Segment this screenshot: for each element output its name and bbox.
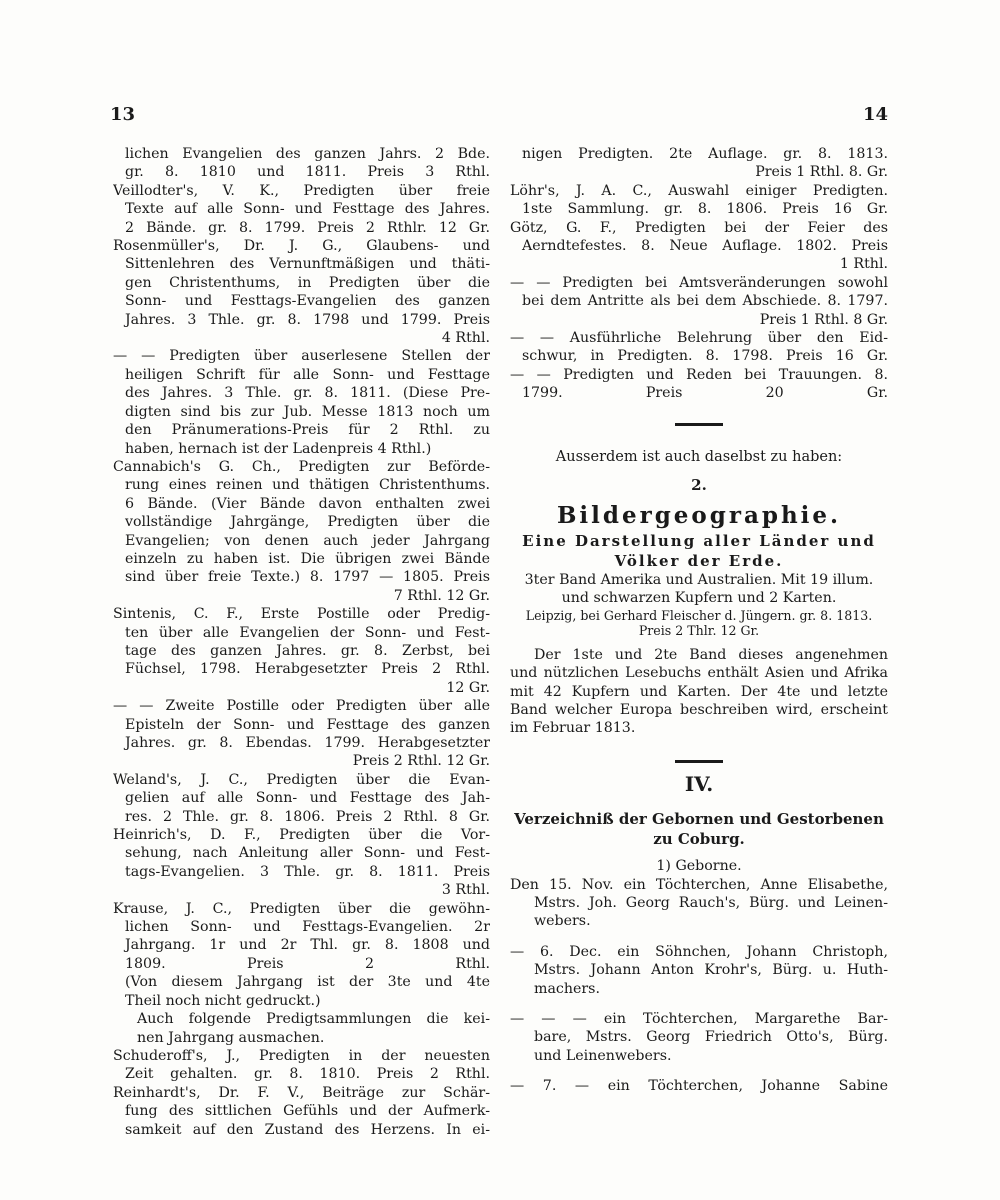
text-line: 4 Rthl. (441, 330, 490, 347)
text-line: Theil noch nicht gedruckt.) (125, 992, 321, 1009)
text-line: den Pränumerations-Preis für 2 Rthl. zu (125, 422, 490, 439)
text-line: Texte auf alle Sonn- und Festtage des Jahres. (125, 201, 490, 218)
text-line: Schuderoff's, J., Predigten in der neuesten (113, 1047, 490, 1064)
text-line: 7 Rthl. 12 Gr. (393, 587, 490, 604)
text-line: 1799. Preis 20 Gr. (522, 385, 888, 402)
description-line: Band welcher Europa beschreiben wird, erscheint (510, 701, 888, 718)
text-line: Reinhardt's, Dr. F. V., Beiträge zur Schär- (113, 1084, 490, 1101)
book-title: Bildergeographie. (556, 501, 842, 529)
text-line: 1 Rthl. (839, 256, 888, 273)
text-line: — — Predigten über auserlesene Stellen der (113, 348, 490, 365)
birth-entry-line: machers. (534, 980, 600, 997)
text-line: Cannabich's G. Ch., Predigten zur Beförde- (113, 458, 490, 475)
text-line: haben, hernach ist der Ladenpreis 4 Rthl.) (125, 440, 432, 457)
text-line: Veillodter's, V. K., Predigten über freie (113, 182, 490, 199)
text-line: schwur, in Predigten. 8. 1798. Preis 16 Gr. (522, 348, 888, 365)
birth-entry-line: Mstrs. Joh. Georg Rauch's, Bürg. und Leinen- (534, 894, 888, 911)
page-number-left: 13 (110, 104, 136, 125)
text-line: Sintenis, C. F., Erste Postille oder Predig- (113, 606, 490, 623)
text-line: nigen Predigten. 2te Auflage. gr. 8. 1813. (522, 146, 888, 162)
text-line: Jahres. 3 Thle. gr. 8. 1798 und 1799. Preis (125, 311, 490, 328)
book-detail-1: 3ter Band Amerika und Australien. Mit 19 illum. (524, 571, 874, 588)
text-line: (Von diesem Jahrgang ist der 3te und 4te (125, 974, 490, 991)
birth-entry-line: — 6. Dec. ein Söhnchen, Johann Christoph, (510, 943, 888, 960)
description-line: mit 42 Kupfern und Karten. Der 4te und letzte (510, 683, 888, 700)
book-subtitle-2: Völker der Erde. (614, 551, 784, 570)
text-line: ten über alle Evangelien der Sonn- und Fest- (125, 624, 490, 641)
text-line: 2 Bände. gr. 8. 1799. Preis 2 Rthlr. 12 Gr. (125, 219, 490, 236)
text-line: vollständige Jahrgänge, Predigten über die (125, 514, 490, 531)
text-line: 12 Gr. (446, 679, 490, 696)
text-line: Krause, J. C., Predigten über die gewöhn- (113, 900, 490, 917)
text-line: Preis 1 Rthl. 8 Gr. (759, 311, 888, 328)
birth-entry-line: — — — ein Töchterchen, Margarethe Bar- (510, 1011, 888, 1027)
right-column-entries (510, 145, 888, 403)
birth-entry-line: webers. (534, 913, 591, 930)
section-number: IV. (684, 771, 714, 796)
text-line: — — Predigten bei Amtsveränderungen sowohl (510, 274, 888, 291)
text-line: 6 Bände. (Vier Bände davon enthalten zwei (125, 495, 490, 512)
description-line: und nützlichen Lesebuchs enthält Asien und Afrika (510, 665, 888, 682)
text-line: Rosenmüller's, Dr. J. G., Glaubens- und (113, 238, 490, 255)
text-line: tage des ganzen Jahres. gr. 8. Zerbst, bei (125, 642, 490, 659)
text-line: 1809. Preis 2 Rthl. (125, 955, 490, 972)
notice-number: 2. (691, 476, 707, 495)
book-imprint: Leipzig, bei Gerhard Fleischer d. Jüngern. gr. 8. 1813. (525, 607, 873, 623)
subsection-heading: 1) Geborne. (656, 858, 742, 875)
text-line: einzeln zu haben ist. Die übrigen zwei Bände (125, 550, 490, 567)
text-line: Sonn- und Festtags-Evangelien des ganzen (125, 293, 490, 310)
birth-entry-line: Mstrs. Johann Anton Krohr's, Bürg. u. Huth- (534, 962, 888, 979)
book-detail-2: und schwarzen Kupfern und 2 Karten. (561, 590, 837, 607)
section-title-1: Verzeichniß der Gebornen und Gestorbenen (514, 810, 884, 829)
separator-rule (675, 423, 723, 426)
page-number-right: 14 (862, 104, 888, 125)
text-line: Sittenlehren des Vernunftmäßigen und thäti- (125, 256, 490, 273)
text-line: — — Predigten und Reden bei Trauungen. 8. (510, 366, 888, 383)
text-line: Preis 1 Rthl. 8. Gr. (755, 164, 888, 181)
text-line: sehung, nach Anleitung aller Sonn- und Fest- (125, 845, 490, 862)
text-line: nen Jahrgang ausmachen. (137, 1029, 325, 1046)
text-line: heiligen Schrift für alle Sonn- und Festtage (125, 366, 490, 383)
text-line: Evangelien; von denen auch jeder Jahrgang (125, 532, 490, 549)
text-line: Füchsel, 1798. Herabgesetzter Preis 2 Rthl. (125, 661, 490, 678)
description-line: im Februar 1813. (510, 720, 636, 737)
text-line: bei dem Antritte als bei dem Abschiede. 8. 1797. (522, 293, 888, 310)
births-list (510, 876, 888, 1096)
birth-entry-line: und Leinenwebers. (534, 1047, 672, 1064)
text-line: Götz, G. F., Predigten bei der Feier des (510, 219, 888, 236)
text-line: des Jahres. 3 Thle. gr. 8. 1811. (Diese Pre- (125, 385, 490, 402)
left-column (113, 145, 490, 1139)
text-line: lichen Evangelien des ganzen Jahrs. 2 Bde. (125, 146, 490, 162)
text-line: gr. 8. 1810 und 1811. Preis 3 Rthl. (125, 164, 490, 181)
text-line: res. 2 Thle. gr. 8. 1806. Preis 2 Rthl. 8 Gr. (125, 808, 490, 825)
text-line: digten sind bis zur Jub. Messe 1813 noch um (125, 403, 490, 420)
text-line: sind über freie Texte.) 8. 1797 — 1805. Preis (125, 569, 490, 586)
birth-entry-line: Den 15. Nov. ein Töchterchen, Anne Elisabethe, (510, 876, 888, 893)
text-line: Zeit gehalten. gr. 8. 1810. Preis 2 Rthl. (125, 1066, 490, 1083)
text-line: — — Ausführliche Belehrung über den Eid- (510, 330, 888, 347)
text-line: Löhr's, J. A. C., Auswahl einiger Predigten. (510, 182, 888, 199)
text-line: Jahrgang. 1r und 2r Thl. gr. 8. 1808 und (125, 937, 490, 954)
text-line: Episteln der Sonn- und Festtage des ganzen (125, 716, 490, 733)
text-line: 1ste Sammlung. gr. 8. 1806. Preis 16 Gr. (522, 201, 888, 218)
text-line: fung des sittlichen Gefühls und der Aufmerk- (125, 1103, 490, 1120)
description-line: Der 1ste und 2te Band dieses angenehmen (534, 646, 888, 663)
text-line: Aerndtefestes. 8. Neue Auflage. 1802. Preis (522, 238, 888, 255)
section-title-2: zu Coburg. (653, 830, 745, 849)
right-column (510, 145, 888, 1096)
text-line: — — Zweite Postille oder Predigten über alle (113, 698, 490, 715)
birth-entry-line: bare, Mstrs. Georg Friedrich Otto's, Bürg. (534, 1029, 888, 1046)
text-line: Jahres. gr. 8. Ebendas. 1799. Herabgesetzter (125, 735, 490, 751)
notice-line: Ausserdem ist auch daselbst zu haben: (555, 448, 843, 465)
book-description (510, 646, 888, 738)
text-line: Preis 2 Rthl. 12 Gr. (352, 753, 490, 770)
book-subtitle-1: Eine Darstellung aller Länder und (522, 531, 876, 550)
text-line: lichen Sonn- und Festtags-Evangelien. 2r (125, 919, 490, 936)
birth-entry-line: — 7. — ein Töchterchen, Johanne Sabine (510, 1078, 888, 1095)
text-line: rung eines reinen und thätigen Christenthums. (125, 477, 490, 494)
text-line: gelien auf alle Sonn- und Festtage des Jah- (125, 790, 490, 807)
text-line: gen Christenthums, in Predigten über die (125, 274, 490, 291)
text-line: samkeit auf den Zustand des Herzens. In ei- (125, 1121, 490, 1138)
text-line: Weland's, J. C., Predigten über die Evan- (113, 771, 490, 788)
text-line: Auch folgende Predigtsammlungen die kei- (137, 1011, 490, 1028)
text-line: tags-Evangelien. 3 Thle. gr. 8. 1811. Preis (125, 863, 490, 880)
text-line: Heinrich's, D. F., Predigten über die Vor- (113, 827, 490, 844)
separator-rule-2 (675, 760, 723, 763)
text-line: 3 Rthl. (441, 882, 490, 899)
book-price: Preis 2 Thlr. 12 Gr. (638, 622, 760, 638)
